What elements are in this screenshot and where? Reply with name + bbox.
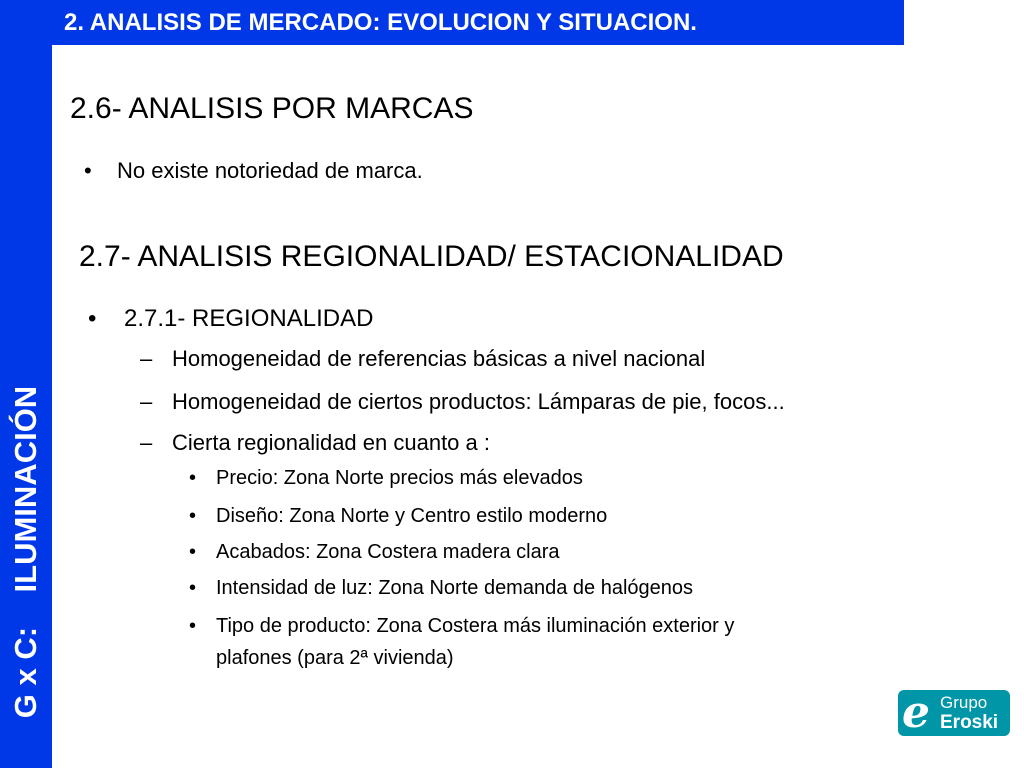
bullet-marker: • [189,577,197,599]
header-title: 2. ANALISIS DE MERCADO: EVOLUCION Y SITUACION. [52,0,904,45]
dash-marker: – [140,430,153,455]
detail-item: Diseño: Zona Norte y Centro estilo moderno [216,505,608,527]
bullet-marker: • [189,467,197,489]
eroski-e-logo-icon: e [902,687,930,738]
subsection-title: 2.7.1- REGIONALIDAD [124,305,374,332]
grupo-eroski-logo [898,687,1010,738]
detail-item: Acabados: Zona Costera madera clara [216,541,560,563]
sidebar [0,0,52,768]
bullet-marker: • [189,541,197,563]
detail-item-continuation: plafones (para 2ª vivienda) [216,647,454,669]
list-item: Homogeneidad de referencias básicas a nivel nacional [172,346,706,371]
dash-marker: – [140,346,153,371]
bullet-marker: • [88,305,97,332]
detail-item: Intensidad de luz: Zona Norte demanda de halógenos [216,577,694,599]
bullet-marker: • [189,615,197,637]
list-item: Homogeneidad de ciertos productos: Lámparas de pie, focos... [172,389,785,414]
dash-marker: – [140,389,153,414]
bullet-item: No existe notoriedad de marca. [117,158,423,183]
detail-item: Precio: Zona Norte precios más elevados [216,467,583,489]
bullet-marker: • [189,505,197,527]
logo-text-eroski: Eroski [940,712,999,733]
section-26-heading: 2.6- ANALISIS POR MARCAS [70,92,474,125]
logo-text-grupo: Grupo [940,693,988,712]
bullet-marker: • [84,158,92,183]
sidebar-title: G x C: ILUMINACIÓN [8,385,43,719]
detail-item: Tipo de producto: Zona Costera más iluminación exterior y [216,615,735,637]
list-item: Cierta regionalidad en cuanto a : [172,430,490,455]
section-27-heading: 2.7- ANALISIS REGIONALIDAD/ ESTACIONALIDAD [79,240,784,273]
